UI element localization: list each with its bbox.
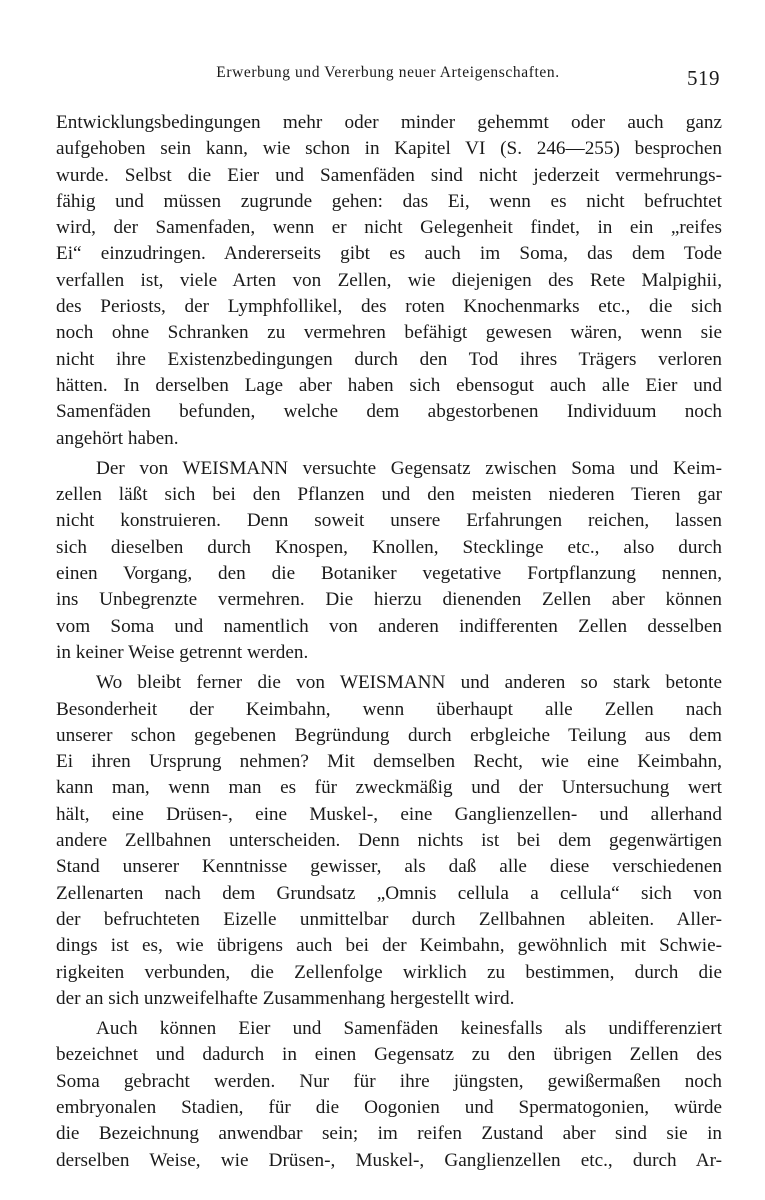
text-line: sich dieselben durch Knospen, Knollen, Stecklinge etc., also durch bbox=[56, 536, 722, 558]
text-line: hält, eine Drüsen-, eine Muskel-, eine Ganglienzellen- und allerhand bbox=[56, 803, 722, 825]
text-line: Zellenarten nach dem Grundsatz „Omnis cellula a cellula“ sich von bbox=[56, 882, 722, 904]
paragraph-2 bbox=[56, 456, 722, 666]
body-text bbox=[56, 110, 722, 1174]
text-line: Ei“ einzudringen. Andererseits gibt es auch im Soma, das dem Tode bbox=[56, 243, 722, 265]
text-line: Soma gebracht werden. Nur für ihre jüngsten, gewißermaßen noch bbox=[56, 1070, 722, 1092]
text-line: des Periosts, der Lymphfollikel, des roten Knochenmarks etc., die sich bbox=[56, 296, 722, 318]
text-line: Besonderheit der Keimbahn, wenn überhaupt alle Zellen nach bbox=[56, 698, 722, 720]
text-line: Samenfäden befunden, welche dem abgestorbenen Individuum noch bbox=[56, 401, 722, 423]
text-line: kann man, wenn man es für zweckmäßig und der Untersuchung wert bbox=[56, 777, 722, 799]
text-line: andere Zellbahnen unterscheiden. Denn nichts ist bei dem gegenwärtigen bbox=[56, 830, 722, 852]
text-line: wurde. Selbst die Eier und Samenfäden sind nicht jederzeit vermehrungs- bbox=[56, 164, 722, 186]
text-line: Entwicklungsbedingungen mehr oder minder gehemmt oder auch ganz bbox=[56, 112, 722, 133]
text-line: verfallen ist, viele Arten von Zellen, wie diejenigen des Rete Malpighii, bbox=[56, 269, 722, 291]
text-line: angehört haben. bbox=[56, 427, 179, 449]
text-line: nicht konstruieren. Denn soweit unsere Erfahrungen reichen, lassen bbox=[56, 510, 722, 532]
text-line: Auch können Eier und Samenfäden keinesfalls als undifferenziert bbox=[96, 1018, 722, 1040]
text-line: Wo bleibt ferner die von WEISMANN und anderen so stark betonte bbox=[96, 672, 722, 694]
paragraph-4 bbox=[56, 1016, 722, 1174]
text-line: der befruchteten Eizelle unmittelbar durch Zellbahnen ableiten. Aller- bbox=[56, 908, 722, 930]
text-line: Der von WEISMANN versuchte Gegensatz zwischen Soma und Keim- bbox=[96, 457, 722, 479]
text-line: in keiner Weise getrennt werden. bbox=[56, 641, 309, 663]
text-line: vom Soma und namentlich von anderen indifferenten Zellen desselben bbox=[56, 615, 722, 637]
text-line: wird, der Samenfaden, wenn er nicht Gelegenheit findet, in ein „reifes bbox=[56, 217, 722, 239]
text-line: fähig und müssen zugrunde gehen: das Ei, wenn es nicht befruchtet bbox=[56, 190, 722, 212]
text-line: dings ist es, wie übrigens auch bei der Keimbahn, gewöhnlich mit Schwie- bbox=[56, 935, 722, 957]
running-title: Erwerbung und Vererbung neuer Arteigenschaften. bbox=[216, 64, 560, 81]
text-line: die Bezeichnung anwendbar sein; im reifen Zustand aber sind sie in bbox=[56, 1123, 722, 1145]
text-line: unserer schon gegebenen Begründung durch erbgleiche Teilung aus dem bbox=[56, 724, 722, 746]
text-line: ins Unbegrenzte vermehren. Die hierzu dienenden Zellen aber können bbox=[56, 589, 722, 611]
paragraph-3 bbox=[56, 670, 722, 1012]
paragraph-1 bbox=[56, 110, 722, 452]
text-line: Stand unserer Kenntnisse gewisser, als daß alle diese verschiedenen bbox=[56, 856, 722, 878]
text-line: noch ohne Schranken zu vermehren befähigt gewesen wären, wenn sie bbox=[56, 322, 722, 344]
text-line: aufgehoben sein kann, wie schon in Kapitel VI (S. 246—255) besprochen bbox=[56, 138, 722, 160]
text-line: rigkeiten verbunden, die Zellenfolge wirklich zu bestimmen, durch die bbox=[56, 961, 722, 983]
page-number: 519 bbox=[687, 66, 720, 90]
text-line: derselben Weise, wie Drüsen-, Muskel-, Ganglienzellen etc., durch Ar- bbox=[56, 1149, 722, 1171]
text-line: Ei ihren Ursprung nehmen? Mit demselben Recht, wie eine Keimbahn, bbox=[56, 751, 722, 773]
text-line: bezeichnet und dadurch in einen Gegensatz zu den übrigen Zellen des bbox=[56, 1044, 722, 1066]
text-line: zellen läßt sich bei den Pflanzen und den meisten niederen Tieren gar bbox=[56, 484, 722, 506]
text-line: nicht ihre Existenzbedingungen durch den Tod ihres Trägers verloren bbox=[56, 348, 722, 370]
text-line: einen Vorgang, den die Botaniker vegetative Fortpflanzung nennen, bbox=[56, 563, 722, 585]
text-line: embryonalen Stadien, für die Oogonien und Spermatogonien, würde bbox=[56, 1096, 722, 1118]
running-header bbox=[56, 64, 720, 90]
text-line: der an sich unzweifelhafte Zusammenhang hergestellt wird. bbox=[56, 987, 515, 1009]
text-line: hätten. In derselben Lage aber haben sich ebensogut auch alle Eier und bbox=[56, 374, 722, 396]
